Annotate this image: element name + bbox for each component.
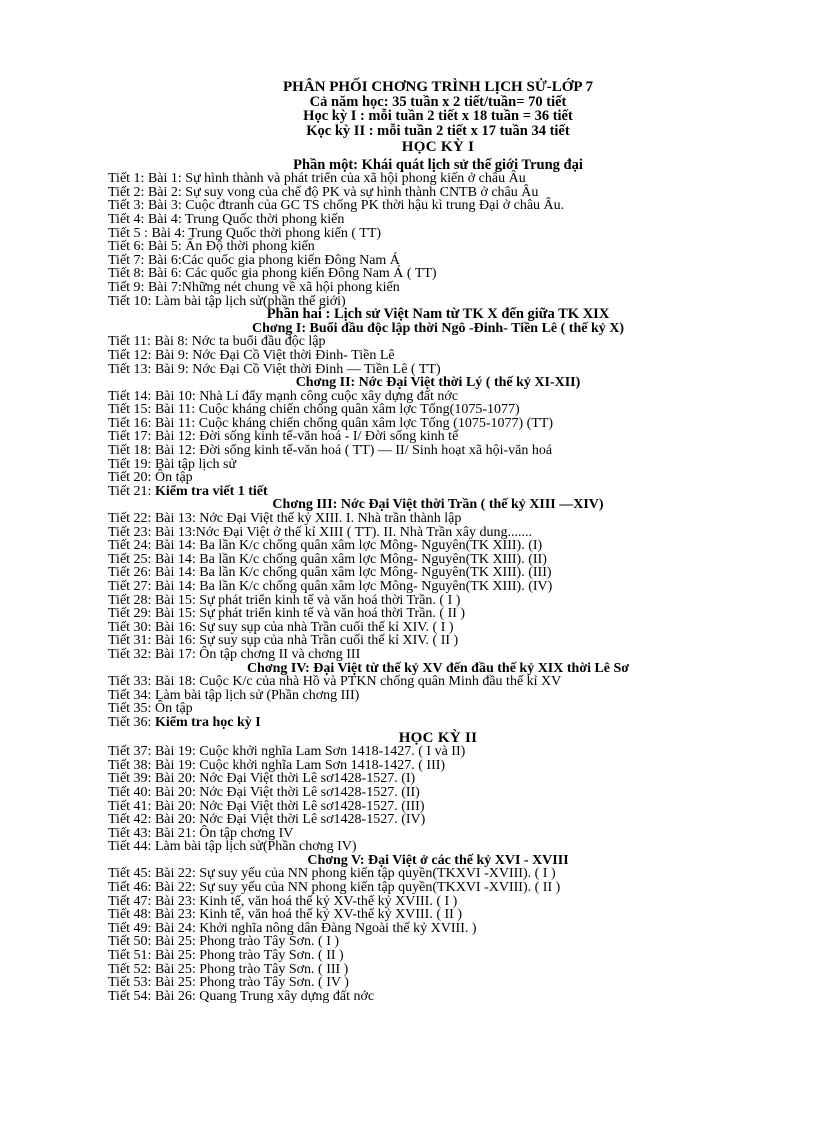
- lesson-text: Bài 18: Cuộc K/c của nhà Hồ và PTKN chống quân Minh đầu thế kỉ XV: [154, 674, 562, 690]
- lesson-row: [108, 922, 768, 936]
- lesson-label: Tiết 45:: [108, 866, 152, 882]
- header-line-term2: Kọc kỳ II : mỗi tuần 2 tiết x 17 tuần 34 tiết: [306, 122, 570, 139]
- lesson-text: Bài 5: Ấn Độ thời phong kiến: [147, 239, 315, 255]
- lesson-text: Bài 12: Đời sống kinh tế-văn hoá - I/ Đời sống kinh tế: [154, 429, 459, 445]
- lesson-row: [108, 759, 768, 773]
- lesson-label: Tiết 21:: [108, 483, 152, 499]
- lesson-row: [108, 172, 768, 186]
- lesson-label: Tiết 23:: [108, 524, 152, 540]
- lesson-text: Bài 6: Các quốc gia phong kiến Đông Nam Á ( TT): [147, 266, 437, 282]
- lesson-text: Bài 21: Ôn tập chơng IV: [154, 825, 294, 841]
- lesson-row: [108, 908, 768, 922]
- lesson-row: [108, 281, 768, 295]
- lesson-text: Bài 20: Nớc Đại Việt thời Lê sơ1428-1527. (II): [154, 784, 420, 800]
- lesson-text: Bài 15: Sự phát triển kinh tế và văn hoá thời Trần. ( I ): [154, 592, 461, 608]
- lesson-row: [108, 702, 768, 716]
- lesson-row: [108, 990, 768, 1004]
- lesson-text: Bài 19: Cuộc khởi nghĩa Lam Sơn 1418-1427. ( I và II): [154, 744, 466, 760]
- lesson-row: [108, 430, 768, 444]
- lesson-label: Tiết 28:: [108, 592, 152, 608]
- lesson-text: Bài 4: Trung Quốc thời phong kiến ( TT): [151, 225, 382, 241]
- chapter-1-heading: Chơng I: Buổi đầu độc lập thời Ngô -Đinh- Tiền Lê ( thế kỷ X): [251, 320, 625, 336]
- header-line-term1: Học kỳ I : mỗi tuần 2 tiết x 18 tuần = 36 tiết: [303, 108, 573, 125]
- lesson-text: Làm bài tập lịch sử(Phần chơng IV): [154, 839, 357, 855]
- lesson-list-ch1: [108, 335, 768, 376]
- lesson-text: Bài 10: Nhà Lí đẩy mạnh công cuộc xây dựng đất nớc: [154, 388, 459, 404]
- lesson-label: Tiết 11:: [108, 334, 151, 350]
- lesson-label: Tiết 51:: [108, 948, 152, 964]
- lesson-label: Tiết 7:: [108, 252, 145, 268]
- lesson-label: Tiết 46:: [108, 880, 152, 896]
- semester-2-heading: HỌC KỲ II: [398, 729, 478, 746]
- lesson-label: Tiết 29:: [108, 606, 152, 622]
- lesson-label: Tiết 39:: [108, 771, 152, 787]
- lesson-text: Bài 3: Cuộc đtranh của GC TS chống PK thời hậu kì trung Đại ở châu Âu.: [147, 198, 565, 214]
- lesson-row: [108, 349, 768, 363]
- part-2-heading: Phần hai : Lịch sử Việt Nam từ TK X đến giữa TK XIX: [266, 306, 610, 323]
- lesson-text: Bài 19: Cuộc khởi nghĩa Lam Sơn 1418-1427. ( III): [154, 757, 446, 773]
- lesson-label: Tiết 38:: [108, 757, 152, 773]
- lesson-label: Tiết 48:: [108, 907, 152, 923]
- lesson-row: [108, 240, 768, 254]
- lesson-text: Bài 11: Cuộc kháng chiến chống quân xâm lợc Tống (1075-1077) (TT): [154, 415, 554, 431]
- header-line-year: Cả năm học: 35 tuần x 2 tiết/tuần= 70 tiết: [309, 93, 567, 110]
- lesson-label: Tiết 37:: [108, 744, 152, 760]
- lesson-list-ch4: [108, 675, 768, 729]
- lesson-label: Tiết 41:: [108, 798, 152, 814]
- lesson-label: Tiết 42:: [108, 812, 152, 828]
- lesson-text: Ôn tập: [154, 701, 193, 717]
- lesson-text: Bài 15: Sự phát triển kinh tế và văn hoá thời Trần. ( II ): [154, 606, 466, 622]
- lesson-label: Tiết 2:: [108, 184, 145, 200]
- lesson-text: Bài 16: Sự suy sụp của nhà Trần cuối thế kỉ XIV. ( II ): [154, 633, 459, 649]
- lesson-label: Tiết 31:: [108, 633, 152, 649]
- lesson-label: Tiết 10:: [108, 293, 152, 309]
- lesson-row: [108, 335, 768, 349]
- lesson-row: [108, 963, 768, 977]
- lesson-label: Tiết 30:: [108, 619, 152, 635]
- lesson-text: Bài 20: Nớc Đại Việt thời Lê sơ1428-1527. (IV): [154, 812, 426, 828]
- lesson-text: Kiểm tra viết 1 tiết: [154, 483, 268, 499]
- lesson-row: [108, 444, 768, 458]
- lesson-row: [108, 594, 768, 608]
- lesson-text: Bài 23: Kinh tế, văn hoá thế kỷ XV-thế kỷ XVIII. ( II ): [154, 907, 462, 923]
- lesson-label: Tiết 14:: [108, 388, 152, 404]
- lesson-row: [108, 976, 768, 990]
- lesson-row: [108, 827, 768, 841]
- lesson-text: Bài 14: Ba lần K/c chống quân xâm lợc Mông- Nguyên(TK XIII). (II): [154, 551, 547, 567]
- lesson-list-ch3: [108, 512, 768, 662]
- lesson-row: [108, 485, 768, 499]
- document-header: [108, 80, 768, 138]
- lesson-label: Tiết 47:: [108, 893, 152, 909]
- lesson-label: Tiết 44:: [108, 839, 152, 855]
- lesson-label: Tiết 36:: [108, 714, 152, 730]
- lesson-row: [108, 526, 768, 540]
- lesson-text: Bài 2: Sự suy vong của chế độ PK và sự hình thành CNTB ở châu Âu: [147, 184, 539, 200]
- chapter-2-heading: Chơng II: Nớc Đại Việt thời Lý ( thế kỷ XI-XII): [295, 375, 581, 391]
- lesson-label: Tiết 35:: [108, 701, 152, 717]
- lesson-label: Tiết 4:: [108, 211, 145, 227]
- lesson-row: [108, 580, 768, 594]
- lesson-row: [108, 840, 768, 854]
- lesson-label: Tiết 26:: [108, 565, 152, 581]
- lesson-label: Tiết 19:: [108, 456, 152, 472]
- lesson-row: [108, 881, 768, 895]
- lesson-label: Tiết 9:: [108, 279, 145, 295]
- lesson-row: [108, 566, 768, 580]
- lesson-label: Tiết 18:: [108, 443, 152, 459]
- lesson-label: Tiết 49:: [108, 920, 152, 936]
- lesson-text: Bài 17: Ôn tập chơng II và chơng III: [154, 646, 361, 662]
- lesson-text: Bài 6:Các quốc gia phong kiến Đông Nam Á: [147, 252, 400, 268]
- chapter-4-heading: Chơng IV: Đại Việt từ thế kỷ XV đến đầu thế kỷ XIX thời Lê Sơ: [246, 660, 630, 676]
- lesson-row: [108, 786, 768, 800]
- lesson-text: Bài 12: Đời sống kinh tế-văn hoá ( TT) — II/ Sinh hoạt xã hội-văn hoá: [154, 443, 553, 459]
- lesson-text: Bài 9: Nớc Đại Cồ Việt thời Đinh- Tiền Lê: [154, 347, 395, 363]
- lesson-list-ch5: [108, 867, 768, 1003]
- lesson-label: Tiết 5 :: [108, 225, 148, 241]
- lesson-row: [108, 634, 768, 648]
- lesson-text: Bài tập lịch sử: [154, 456, 237, 472]
- lesson-text: Bài 1: Sự hình thành và phát triển của xã hội phong kiến ở châu Âu: [147, 171, 526, 187]
- part-1-heading: Phần một: Khái quát lịch sử thế giới Trung đại: [293, 156, 583, 173]
- lesson-label: Tiết 43:: [108, 825, 152, 841]
- lesson-text: Bài 25: Phong trào Tây Sơn. ( III ): [154, 961, 349, 977]
- lesson-row: [108, 390, 768, 404]
- lesson-row: [108, 689, 768, 703]
- semester-1-heading: HỌC KỲ I: [401, 139, 475, 155]
- lesson-label: Tiết 8:: [108, 266, 145, 282]
- lesson-row: [108, 935, 768, 949]
- lesson-text: Bài 4: Trung Quốc thời phong kiến: [147, 211, 345, 227]
- lesson-label: Tiết 3:: [108, 198, 145, 214]
- page-title: PHÂN PHỐI CHƠNG TRÌNH LỊCH SỬ-LỚP 7: [282, 79, 594, 95]
- lesson-row: [108, 716, 768, 730]
- lesson-list-ch2: [108, 390, 768, 499]
- lesson-text: Bài 14: Ba lần K/c chống quân xâm lợc Mông- Nguyên(TK XIII). (IV): [154, 579, 553, 594]
- lesson-text: Bài 22: Sự suy yếu của NN phong kiến tập quyền(TKXVI -XVIII). ( I ): [154, 866, 556, 882]
- lesson-label: Tiết 12:: [108, 347, 152, 363]
- lesson-row: [108, 471, 768, 485]
- lesson-text: Bài 25: Phong trào Tây Sơn. ( II ): [154, 948, 344, 964]
- lesson-label: Tiết 13:: [108, 361, 152, 377]
- lesson-row: [108, 403, 768, 417]
- chapter-3-heading: Chơng III: Nớc Đại Việt thời Trần ( thế kỷ XIII —XIV): [272, 497, 604, 513]
- lesson-label: Tiết 32:: [108, 646, 152, 662]
- lesson-text: Bài 25: Phong trào Tây Sơn. ( IV ): [154, 975, 349, 991]
- lesson-text: Bài 9: Nớc Đại Cồ Việt thời Đinh — Tiền Lê ( TT): [154, 361, 441, 377]
- lesson-label: Tiết 1:: [108, 171, 145, 187]
- lesson-row: [108, 267, 768, 281]
- lesson-row: [108, 512, 768, 526]
- lesson-row: [108, 539, 768, 553]
- lesson-row: [108, 553, 768, 567]
- lesson-text: Bài 23: Kinh tế, văn hoá thế kỷ XV-thế kỷ XVIII. ( I ): [154, 893, 458, 909]
- lesson-row: [108, 813, 768, 827]
- chapter-5-heading: Chơng V: Đại Việt ở các thế kỷ XVI - XVIII: [307, 852, 569, 868]
- lesson-row: [108, 607, 768, 621]
- lesson-row: [108, 675, 768, 689]
- lesson-text: Bài 11: Cuộc kháng chiến chống quân xâm lợc Tống(1075-1077): [154, 402, 520, 418]
- lesson-label: Tiết 40:: [108, 784, 152, 800]
- lesson-text: Bài 20: Nớc Đại Việt thời Lê sơ1428-1527. (III): [154, 798, 425, 814]
- lesson-label: Tiết 33:: [108, 674, 152, 690]
- lesson-row: [108, 745, 768, 759]
- lesson-row: [108, 895, 768, 909]
- lesson-label: Tiết 25:: [108, 551, 152, 567]
- lesson-row: [108, 949, 768, 963]
- lesson-row: [108, 772, 768, 786]
- lesson-label: Tiết 27:: [108, 579, 152, 594]
- lesson-text: Bài 14: Ba lần K/c chống quân xâm lợc Mông- Nguyên(TK XIII). (III): [154, 565, 552, 581]
- lesson-text: Bài 13: Nớc Đại Việt thế kỷ XIII. I. Nhà trần thành lập: [154, 511, 462, 527]
- lesson-row: [108, 867, 768, 881]
- lesson-list-part1: [108, 172, 768, 308]
- lesson-row: [108, 800, 768, 814]
- lesson-label: Tiết 52:: [108, 961, 152, 977]
- lesson-row: [108, 621, 768, 635]
- lesson-text: Bài 8: Nớc ta buổi đầu độc lập: [154, 334, 326, 350]
- lesson-row: [108, 213, 768, 227]
- lesson-row: [108, 417, 768, 431]
- lesson-row: [108, 648, 768, 662]
- lesson-list-hk2: [108, 745, 768, 854]
- lesson-label: Tiết 22:: [108, 511, 152, 527]
- lesson-text: Kiểm tra học kỳ I: [154, 714, 261, 730]
- lesson-label: Tiết 20:: [108, 470, 152, 486]
- document-body: [108, 139, 768, 1004]
- lesson-text: Bài 26: Quang Trung xây dựng đất nớc: [154, 988, 375, 1004]
- lesson-label: Tiết 53:: [108, 975, 152, 991]
- lesson-label: Tiết 50:: [108, 934, 152, 950]
- lesson-text: Ôn tập: [154, 470, 193, 486]
- lesson-label: Tiết 15:: [108, 402, 152, 418]
- lesson-text: Làm bài tập lịch sử (Phần chơng III): [154, 687, 360, 703]
- lesson-text: Bài 14: Ba lần K/c chống quân xâm lợc Mông- Nguyên(TK XIII). (I): [154, 538, 543, 554]
- lesson-label: Tiết 17:: [108, 429, 152, 445]
- lesson-text: Bài 24: Khởi nghĩa nông dân Đàng Ngoài thế kỷ XVIII. ): [154, 920, 477, 936]
- lesson-row: [108, 458, 768, 472]
- lesson-label: Tiết 54:: [108, 988, 152, 1004]
- lesson-row: [108, 363, 768, 377]
- lesson-text: Bài 22: Sự suy yếu của NN phong kiến tập quyền(TKXVI -XVIII). ( II ): [154, 880, 561, 896]
- lesson-label: Tiết 24:: [108, 538, 152, 554]
- lesson-text: Bài 25: Phong trào Tây Sơn. ( I ): [154, 934, 340, 950]
- lesson-text: Bài 7:Những nét chung về xã hội phong kiến: [147, 279, 400, 295]
- lesson-text: Bài 20: Nớc Đại Việt thời Lê sơ1428-1527. (I): [154, 771, 416, 787]
- lesson-label: Tiết 34:: [108, 687, 152, 703]
- lesson-row: [108, 199, 768, 213]
- lesson-label: Tiết 16:: [108, 415, 152, 431]
- lesson-text: Bài 13:Nớc Đại Việt ở thế kỉ XIII ( TT). II. Nhà Trần xây dung.......: [154, 524, 532, 540]
- lesson-text: Làm bài tập lịch sử(phần thế giới): [154, 293, 346, 309]
- lesson-label: Tiết 6:: [108, 239, 145, 255]
- lesson-text: Bài 16: Sự suy sụp của nhà Trần cuối thế kỉ XIV. ( I ): [154, 619, 454, 635]
